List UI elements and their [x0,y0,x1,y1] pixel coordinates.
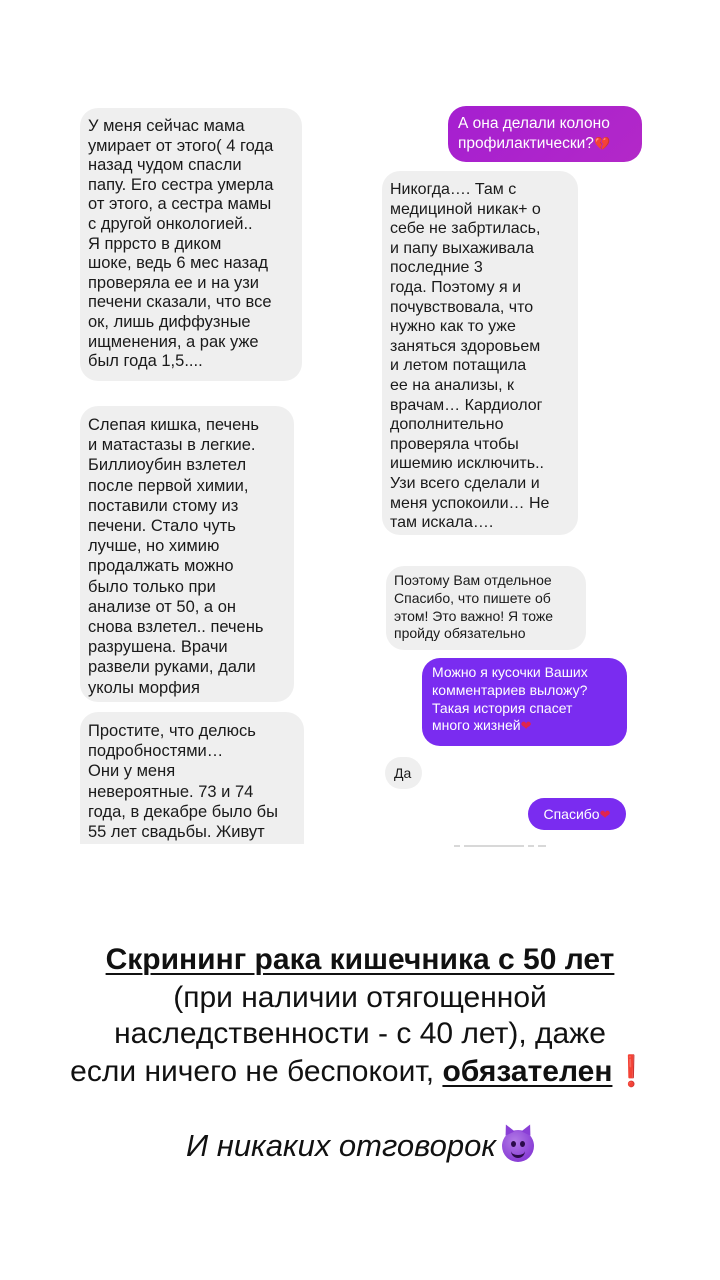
caption-line: наследственности - с 40 лет), даже [114,1017,606,1050]
message-bubble-thanks [528,798,626,830]
caption-line: (при наличии отягощенной [173,981,547,1014]
message-bubble-reply-3 [385,757,422,789]
message-text: Спасибо [543,806,600,822]
message-text: Да [394,765,412,781]
cropped-message-edge [454,834,574,836]
message-text: Можно я кусочки Ваших комментариев выложу? Такая история спасет много жизней [432,664,588,734]
heart-icon: ❤ [599,807,611,822]
message-text: Простите, что делюсь подробностями… Они у меня невероятные. 73 и 74 года, в декабре было бы 55 лет свадьбы. Живут [88,722,278,842]
broken-heart-icon: 💔 [593,135,611,151]
message-text: А она делали колоно профилактически? [458,115,610,152]
caption-bold-text: обязателен [442,1055,613,1088]
caption-tagline [0,1128,720,1164]
heart-icon: ❤ [520,718,532,734]
message-bubble-reply-1 [382,171,578,535]
caption-headline [0,942,720,978]
caption-italic-text: И никаких отговорок [185,1128,497,1163]
message-bubble-left-3 [80,712,304,844]
message-text: У меня сейчас мама умирает от этого( 4 года назад чудом спасли папу. Его сестра умерла от этого, а сестра мамы с другой онкологией.. Я пррсто в диком шоке, ведь 6 мес назад проверяла ее и на узи печени сказали, что все ок, лишь диффузные ищменения, а рак уже был года 1,5.... [88,117,274,371]
caption-text: если ничего не беспокоит, [70,1055,443,1088]
message-bubble-question-2 [422,658,627,746]
caption-bold-text: Скрининг рака кишечника с 50 лет [105,943,615,976]
message-bubble-left-1 [80,108,302,381]
devil-emoji-icon [502,1130,534,1162]
message-text: Слепая кишка, печень и матастазы в легкие. Биллиоубин взлетел после первой химии, поставили стому из печени. Стало чуть лучше, но химию продалжать можно было только при анализе от 50, а он снова взлетел.. печень разрушена. Врачи развели руками, дали уколы морфия [88,416,264,697]
message-text: Никогда…. Там с медициной никак+ о себе не забртилась, и папу выхаживала последние 3 года. Поэтому я и почувствовала, что нужно как то уже заняться здоровьем и летом потащила ее на анализы, к врачам… Кардиолог дополнительно проверяла чтобы ишемию исключить.. Узи всего сделали и меня успокоили… Не там искала…. [390,181,550,532]
message-bubble-left-2 [80,406,294,702]
message-bubble-reply-2 [386,566,586,650]
message-text: Поэтому Вам отдельное Спасибо, что пишете об этом! Это важно! Я тоже пройду обязательно [394,572,554,642]
caption-line [0,1054,720,1090]
message-bubble-question-1 [448,106,642,162]
exclamation-icon: ❗ [612,1055,650,1088]
